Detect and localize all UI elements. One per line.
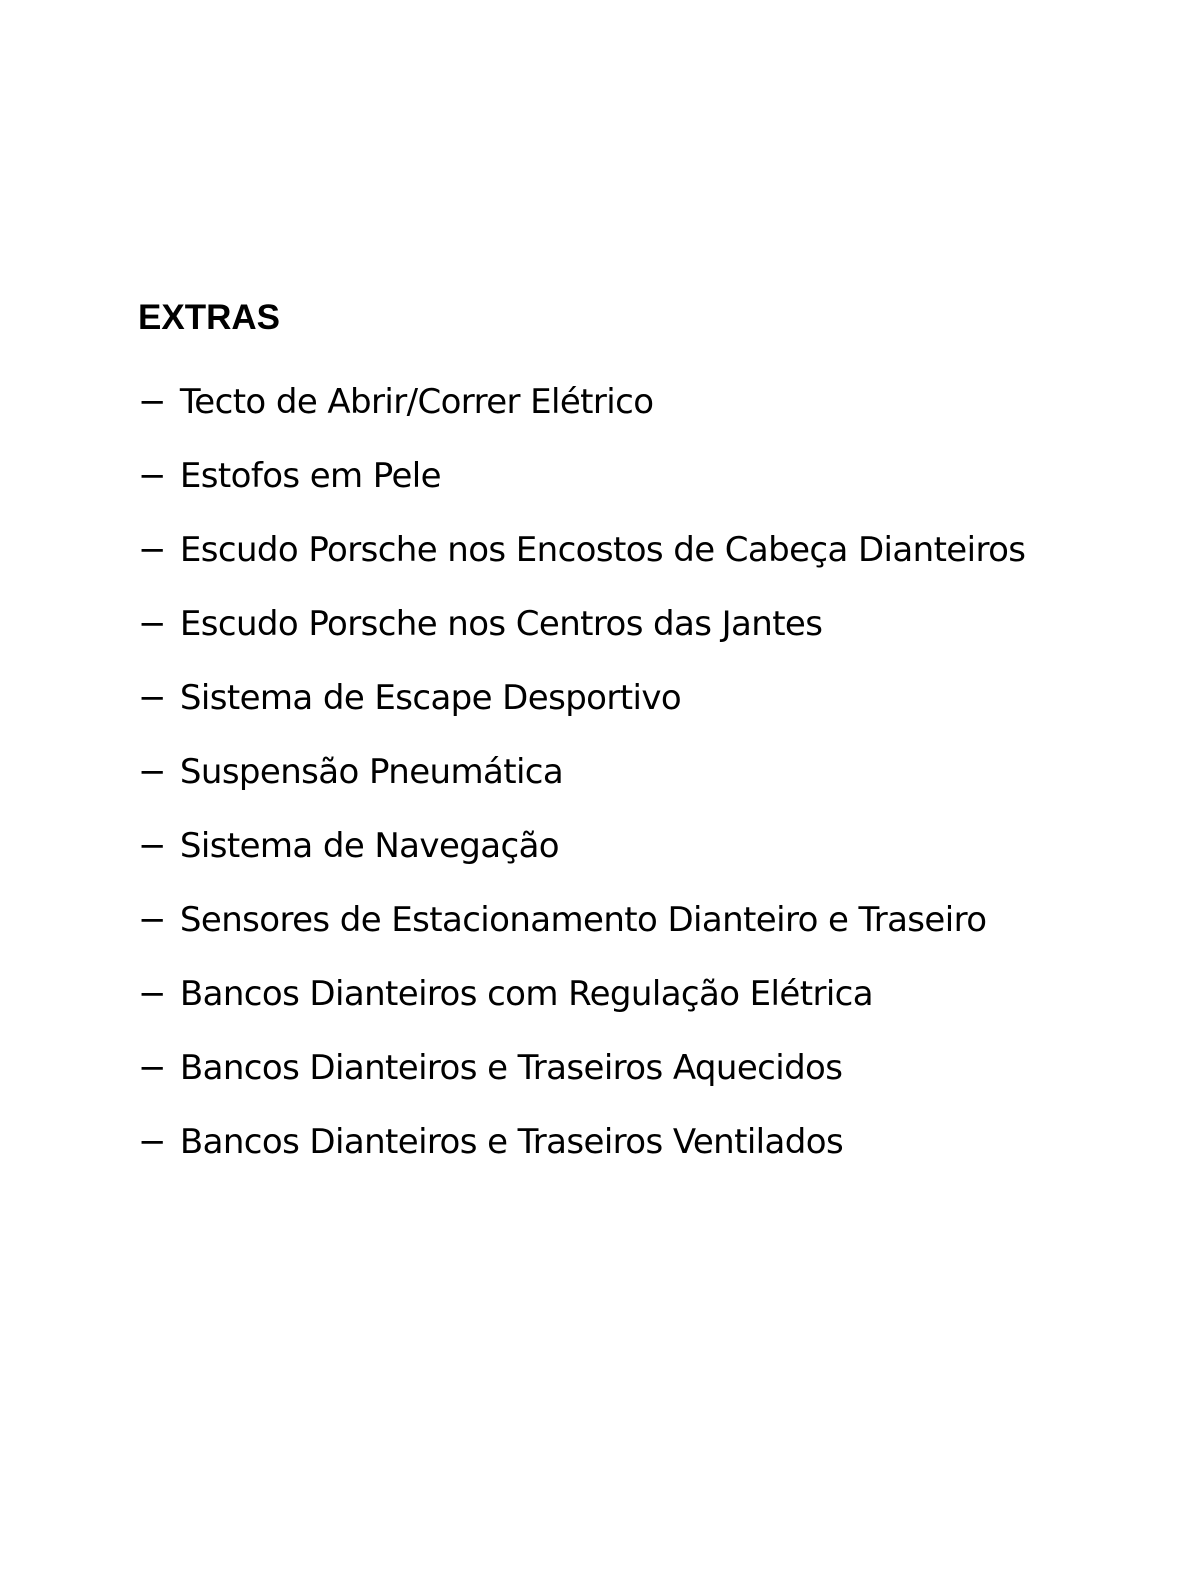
dash-bullet: − (138, 826, 166, 866)
list-item (138, 454, 1025, 498)
list-item (138, 380, 1025, 424)
list-item-text: Escudo Porsche nos Encostos de Cabeça Dianteiros (179, 530, 1026, 570)
dash-bullet: − (138, 900, 166, 940)
list-item-text: Tecto de Abrir/Correr Elétrico (179, 382, 654, 422)
list-item (138, 676, 1025, 720)
list-item (138, 528, 1025, 572)
list-item-text: Sistema de Escape Desportivo (179, 678, 682, 718)
list-item (138, 602, 1025, 646)
list-item (138, 972, 1025, 1016)
list-item-text: Bancos Dianteiros e Traseiros Aquecidos (179, 1048, 843, 1088)
dash-bullet: − (138, 456, 166, 496)
section-heading: EXTRAS (138, 298, 280, 337)
list-item (138, 824, 1025, 868)
dash-bullet: − (138, 752, 166, 792)
list-item-text: Suspensão Pneumática (179, 752, 564, 792)
list-item-text: Sensores de Estacionamento Dianteiro e Traseiro (179, 900, 987, 940)
list-item-text: Estofos em Pele (179, 456, 441, 496)
list-item-text: Bancos Dianteiros com Regulação Elétrica (179, 974, 873, 1014)
dash-bullet: − (138, 1122, 166, 1162)
dash-bullet: − (138, 530, 166, 570)
dash-bullet: − (138, 974, 166, 1014)
extras-section (138, 296, 1138, 1162)
list-item-text: Bancos Dianteiros e Traseiros Ventilados (179, 1122, 844, 1162)
dash-bullet: − (138, 382, 166, 422)
list-item-text: Escudo Porsche nos Centros das Jantes (179, 604, 823, 644)
list-item-text: Sistema de Navegação (179, 826, 560, 866)
extras-list (138, 380, 1025, 1194)
dash-bullet: − (138, 604, 166, 644)
dash-bullet: − (138, 1048, 166, 1088)
list-item (138, 750, 1025, 794)
list-item (138, 1046, 1025, 1090)
list-item (138, 898, 1025, 942)
list-item (138, 1120, 1025, 1164)
dash-bullet: − (138, 678, 166, 718)
